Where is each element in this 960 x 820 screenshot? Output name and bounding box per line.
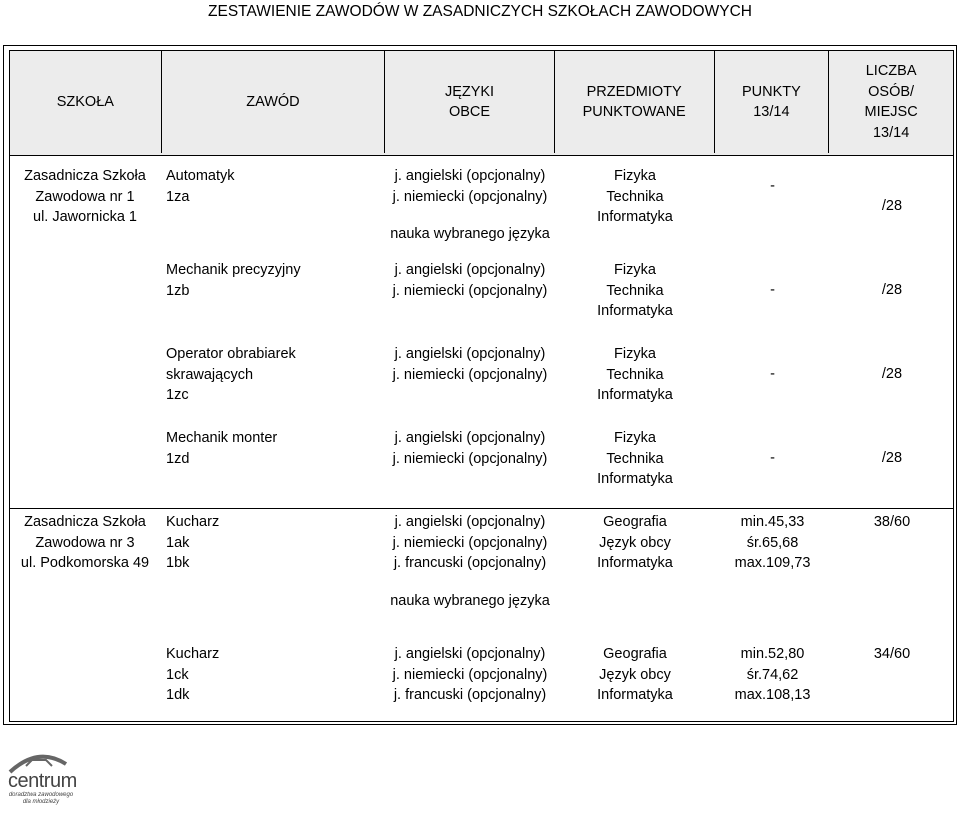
subject-line: Technika xyxy=(606,450,664,467)
points-line: min.52,80 xyxy=(740,646,805,662)
language-line: j. niemiecki (opcjonalny) xyxy=(392,282,548,299)
profession-line: Kucharz xyxy=(166,646,220,662)
subject-line: Geografia xyxy=(603,514,667,530)
subject-line: Informatyka xyxy=(597,687,673,703)
subject-line: Fizyka xyxy=(614,168,656,184)
language-line: j. niemiecki (opcjonalny) xyxy=(392,450,548,467)
page-title: ZESTAWIENIE ZAWODÓW W ZASADNICZYCH SZKOŁACH ZAWODOWYCH xyxy=(208,3,752,20)
header-profession: ZAWÓD xyxy=(162,51,386,153)
subject-line: Język obcy xyxy=(599,666,671,683)
subject-line: Fizyka xyxy=(614,430,656,446)
profession-line: Automatyk xyxy=(166,168,235,184)
profession-line: Mechanik monter xyxy=(166,430,278,446)
subject-line: Informatyka xyxy=(597,471,673,487)
school-line: Zawodowa nr 1 xyxy=(35,188,135,205)
table-inner-border xyxy=(9,50,954,722)
places-value: 38/60 xyxy=(873,514,911,530)
languages-note: nauka wybranego języka xyxy=(390,226,550,242)
places-value: 34/60 xyxy=(873,646,911,662)
language-line: j. niemiecki (opcjonalny) xyxy=(392,534,548,551)
points-line: max.109,73 xyxy=(734,555,811,571)
subject-line: Język obcy xyxy=(599,534,671,551)
school-line: Zasadnicza Szkoła xyxy=(24,168,146,184)
subject-line: Informatyka xyxy=(597,303,673,319)
profession-line: 1ck xyxy=(166,666,189,683)
points-line: - xyxy=(770,178,775,194)
places-value: /28 xyxy=(881,366,903,382)
language-line: j. angielski (opcjonalny) xyxy=(394,346,546,362)
language-line: j. angielski (opcjonalny) xyxy=(394,646,546,662)
subject-line: Fizyka xyxy=(614,346,656,362)
profession-line: 1zc xyxy=(166,387,189,403)
points-line: max.108,13 xyxy=(734,687,811,703)
subject-line: Informatyka xyxy=(597,387,673,403)
languages-note: nauka wybranego języka xyxy=(390,592,550,609)
header-school: SZKOŁA xyxy=(10,51,162,153)
places-value: /28 xyxy=(881,198,903,214)
header-languages: JĘZYKI OBCE xyxy=(385,51,555,153)
header-subjects: PRZEDMIOTY PUNKTOWANE xyxy=(555,51,715,153)
subject-line: Fizyka xyxy=(614,262,656,278)
points-line: - xyxy=(770,282,775,298)
places-value: /28 xyxy=(881,282,903,298)
profession-line: Operator obrabiarek xyxy=(166,346,296,362)
language-line: j. angielski (opcjonalny) xyxy=(394,262,546,278)
header-places: LICZBA OSÓB/ MIEJSC 13/14 xyxy=(864,63,918,141)
profession-line: 1dk xyxy=(166,687,190,703)
profession-line: skrawających xyxy=(166,366,254,383)
points-line: - xyxy=(770,366,775,382)
points-line: min.45,33 xyxy=(740,514,805,530)
subject-line: Technika xyxy=(606,366,664,383)
language-line: j. angielski (opcjonalny) xyxy=(394,514,546,530)
profession-line: Mechanik precyzyjny xyxy=(166,262,301,278)
points-line: śr.65,68 xyxy=(746,534,799,551)
logo-wordmark: centrum xyxy=(8,770,77,792)
language-line: j. francuski (opcjonalny) xyxy=(393,555,547,571)
profession-line: 1bk xyxy=(166,555,190,571)
header-points: PUNKTY 13/14 xyxy=(715,51,830,153)
subject-line: Informatyka xyxy=(597,209,673,225)
profession-line: 1zb xyxy=(166,282,190,299)
language-line: j. niemiecki (opcjonalny) xyxy=(392,366,548,383)
logo-subtitle: doradztwa zawodowego dla młodzieży xyxy=(8,792,74,805)
school-line: ul. Podkomorska 49 xyxy=(20,555,150,571)
school-line: Zawodowa nr 3 xyxy=(35,534,135,551)
language-line: j. angielski (opcjonalny) xyxy=(394,168,546,184)
school-line: Zasadnicza Szkoła xyxy=(24,514,146,530)
subject-line: Geografia xyxy=(603,646,667,662)
profession-line: 1za xyxy=(166,188,190,205)
language-line: j. francuski (opcjonalny) xyxy=(393,687,547,703)
subject-line: Technika xyxy=(606,188,664,205)
subject-line: Technika xyxy=(606,282,664,299)
language-line: j. niemiecki (opcjonalny) xyxy=(392,188,548,205)
subject-line: Informatyka xyxy=(597,555,673,571)
profession-line: 1zd xyxy=(166,450,190,467)
points-line: śr.74,62 xyxy=(746,666,799,683)
points-line: - xyxy=(770,450,775,466)
school-line: ul. Jawornicka 1 xyxy=(33,209,137,225)
profession-line: Kucharz xyxy=(166,514,220,530)
profession-line: 1ak xyxy=(166,534,190,551)
language-line: j. angielski (opcjonalny) xyxy=(394,430,546,446)
language-line: j. niemiecki (opcjonalny) xyxy=(392,666,548,683)
places-value: /28 xyxy=(881,450,903,466)
